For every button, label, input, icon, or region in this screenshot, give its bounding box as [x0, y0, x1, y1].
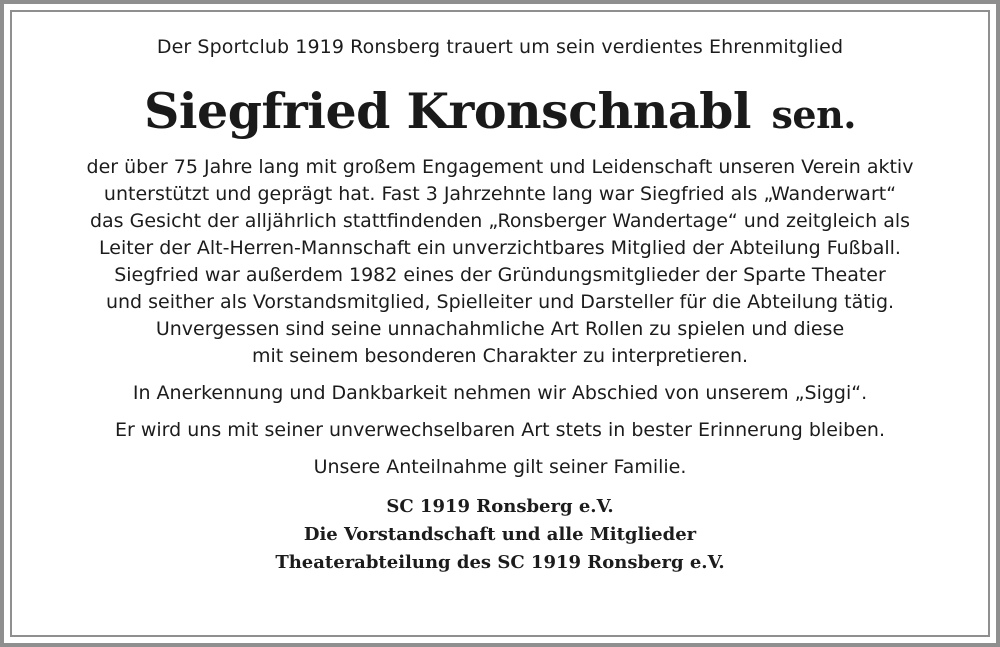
memory-text: Er wird uns mit seiner unverwechselbaren Art stets in bester Erinnerung bleiben.: [114, 419, 885, 441]
farewell-text: In Anerkennung und Dankbarkeit nehmen wir Abschied von unserem „Siggi“.: [132, 382, 868, 404]
tribute-line: unterstützt und geprägt hat. Fast 3 Jahrzehnte lang war Siegfried als „Wanderwart“: [103, 183, 897, 205]
sympathy-text: Unsere Anteilnahme gilt seiner Familie.: [313, 456, 687, 478]
intro-text: Der Sportclub 1919 Ronsberg trauert um sein verdientes Ehrenmitglied: [156, 36, 844, 58]
deceased-name-text: Siegfried Kronschnabl: [144, 82, 751, 140]
tribute-line: mit seinem besonderen Charakter zu interpretieren.: [251, 345, 749, 367]
signature-theater: Theaterabteilung des SC 1919 Ronsberg e.V.: [275, 552, 725, 573]
signature-block: [20, 493, 980, 577]
deceased-name: [20, 82, 980, 144]
obituary-notice: [20, 34, 980, 577]
tribute-line: der über 75 Jahre lang mit großem Engagement und Leidenschaft unseren Verein aktiv: [86, 156, 914, 178]
tribute-line: das Gesicht der alljährlich stattfindenden „Ronsberger Wandertage“ und zeitgleich als: [89, 210, 911, 232]
tribute-line: Siegfried war außerdem 1982 eines der Gründungsmitglieder der Sparte Theater: [114, 264, 886, 286]
signature-board: Die Vorstandschaft und alle Mitglieder: [303, 524, 697, 545]
tribute-line: Leiter der Alt-Herren-Mannschaft ein unverzichtbares Mitglied der Abteilung Fußball.: [99, 237, 901, 259]
tribute-line: und seither als Vorstandsmitglied, Spielleiter und Darsteller für die Abteilung tätig.: [105, 291, 895, 313]
signature-club: SC 1919 Ronsberg e.V.: [386, 496, 614, 517]
tribute-text: [20, 154, 980, 370]
tribute-line: Unvergessen sind seine unnachahmliche Art Rollen zu spielen und diese: [155, 318, 845, 340]
deceased-name-suffix: sen.: [771, 92, 856, 137]
